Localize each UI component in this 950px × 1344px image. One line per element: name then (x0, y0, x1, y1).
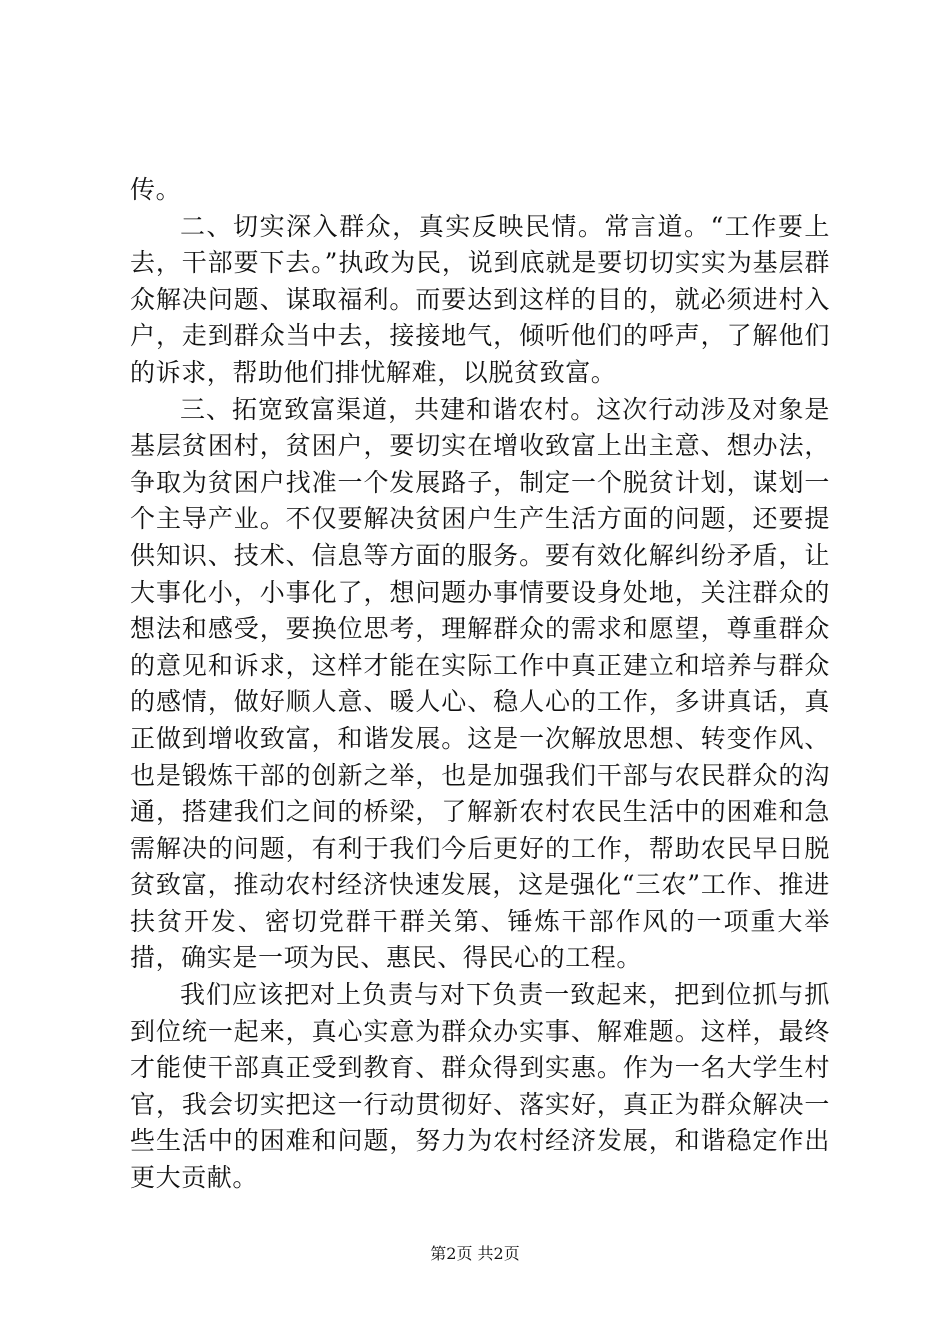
page-number-footer: 第2页 共2页 (430, 1244, 520, 1263)
paragraph-continuation: 传。 (130, 175, 182, 204)
document-body (130, 172, 830, 1197)
paragraph-conclusion: 我们应该把对上负责与对下负责一致起来，把到位抓与抓到位统一起来，真心实意为群众办实事、解难题。这样，最终才能使干部真正受到教育、群众得到实惠。作为一名大学生村官，我会切实把这一行动贯彻好、落实好，真正为群众解决一些生活中的困难和问题，努力为农村经济发展，和谐稳定作出更大贡献。 (130, 980, 830, 1193)
paragraph-section-three: 三、拓宽致富渠道，共建和谐农村。这次行动涉及对象是基层贫困村，贫困户，要切实在增收致富上出主意、想办法，争取为贫困户找准一个发展路子，制定一个脱贫计划，谋划一个主导产业。不仅要解决贫困户生产生活方面的问题，还要提供知识、技术、信息等方面的服务。要有效化解纠纷矛盾，让大事化小，小事化了，想问题办事情要设身处地，关注群众的想法和感受，要换位思考，理解群众的需求和愿望，尊重群众的意见和诉求，这样才能在实际工作中真正建立和培养与群众的感情，做好顺人意、暖人心、稳人心的工作，多讲真话，真正做到增收致富，和谐发展。这是一次解放思想、转变作风、也是锻炼干部的创新之举，也是加强我们干部与农民群众的沟通，搭建我们之间的桥梁，了解新农村农民生活中的困难和急需解决的问题，有利于我们今后更好的工作，帮助农民早日脱贫致富，推动农村经济快速发展，这是强化“三农”工作、推进扶贫开发、密切党群干群关第、锤炼干部作风的一项重大举措，确实是一项为民、惠民、得民心的工程。 (130, 394, 830, 973)
paragraph-section-two: 二、切实深入群众，真实反映民情。常言道。“工作要上去，干部要下去。”执政为民，说到底就是要切切实实为基层群众解决问题、谋取福利。而要达到这样的目的，就必须进村入户，走到群众当中去，接接地气，倾听他们的呼声，了解他们的诉求，帮助他们排忧解难，以脱贫致富。 (130, 211, 830, 387)
